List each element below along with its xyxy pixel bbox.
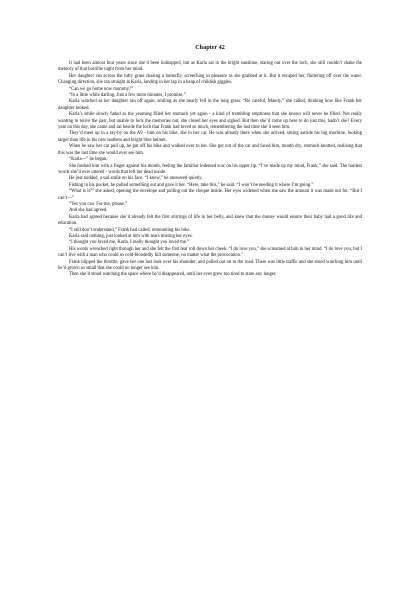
paragraph: Then she’d stood watching the space where he’d disappeared, until her eyes grew too tired to stare any longer. [69, 272, 277, 278]
paragraph: They’d meet up in a lay-by on the A9 - him on his bike, she in her car. He was already there when she arrived, sitting astride his big machine, looking larger than life in his new leathers and bright blue helmet. [58, 131, 362, 143]
paragraph: “I thought you loved me, Karla. I really thought you loved me.” [69, 240, 190, 246]
paragraph: Fishing in his pocket, he pulled something out and gave it her. “Here, take this,” he said. “I won’t be needing it where I’m going.” [69, 182, 314, 188]
paragraph: It had been almost four years since she’d been kidnapped, but as Karla sat in the bright sunshine, staring out over the loch, she still couldn’t shake the memory of that horrible night from her mind. [58, 61, 362, 73]
paragraph: “What is it?” she asked, opening the envelope and pulling out the cheque inside. Her eyes widened when she saw the amount it was made out for. “But I can’t—” [58, 189, 362, 201]
paragraph: “I still don’t understand,” Frank had called, remounting his bike. [69, 227, 191, 233]
paragraph: Karla had agreed because she’d already felt the first stirrings of life in her belly, and knew that the money would ensure their baby had a good life and education. [58, 214, 362, 227]
paragraph: Karla’s smile slowly faded as the yearning filled her stomach yet again - a kind of trembling emptiness that she knows will never be filled. Not really wanting to relive the past, but unable to lock the memories out, she closed her eyes and sighed. But then she’d come up here to do just this, hadn’t she? Every year on this day, she came and sat beside the loch that Frank had loved so much, remembering the last time she’d seen him. [58, 112, 362, 131]
chapter-body [58, 61, 362, 279]
paragraph: She hushed him with a finger against his mouth, feeling the familiar indented scar on his upper lip. “I’ve made up my mind, Frank,” she said. The hardest words she’d ever uttered - words that left her dead inside. [58, 163, 362, 175]
paragraph: Her daughter ran across the tufty grass chasing a butterfly, screeching in pleasure as she grabbed at it. But it escaped her, fluttering off over the water. Changing direction, she ran straight at Karla, landing in her lap in a heap of childish giggles. [58, 73, 362, 86]
paragraph: Karla watched as her daughter ran off again, smiling as she nearly fell in the long grass. “Be careful, Mandy,” she called, thinking how like Frank her daughter looked. [58, 99, 362, 111]
paragraph: Frank blipped the throttle, gave her one last look over his shoulder, and pulled out on to the road. There was little traffic and she stood watching him until he’d grown so small that she could no longer see him. [58, 259, 362, 271]
paragraph: “Can we go home now mummy?” [69, 86, 134, 92]
chapter-title: Chapter 42 [195, 44, 225, 51]
paragraph: “Yes you can. For me, please.” [69, 201, 128, 207]
paragraph: And she had agreed. [69, 208, 108, 214]
paragraph: He just nodded, a sad smile on his face. “I know,” he answered quietly. [69, 176, 203, 182]
paragraph: “Karla—” he began. [69, 157, 108, 163]
paragraph: When he saw her car pull up, he got off his bike and walked over to her. She got out of the car and faced him, mouth dry, stomach knotted, realising that this was the last time she would ever see him. [58, 144, 362, 156]
paragraph: Karla said nothing, just looked at him with tears misting her eyes. [69, 233, 193, 239]
paragraph: His words wrenched right through her and she felt the first tear roll down her cheek. “I do love you,” she screamed at him in her mind. “I do love you, but I can’t live with a man who could so cold-bloodedly kill someone, no matter what the provocation.” [58, 246, 362, 259]
paragraph: “In a little while darling. Just a few more minutes, I promise.” [69, 93, 186, 99]
